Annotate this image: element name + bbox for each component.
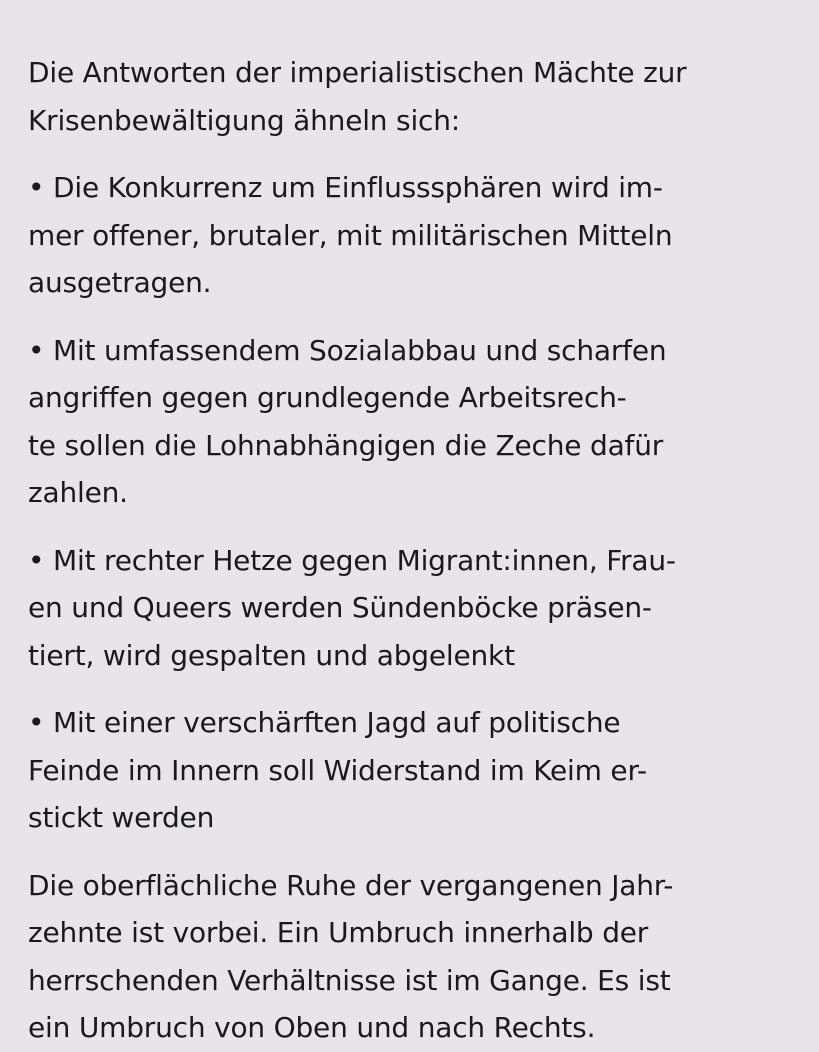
- bullet-jagd: [28, 699, 791, 842]
- text-line: en und Queers werden Sündenböcke präsen-: [28, 591, 652, 624]
- text-line: tiert, wird gespalten und abgelenkt: [28, 638, 515, 672]
- text-line: zahlen.: [28, 476, 128, 509]
- bullet-sozialabbau: [28, 327, 791, 517]
- bullet-konkurrenz: [28, 164, 791, 307]
- text-line: Die oberflächliche Ruhe der vergangenen Jahr-: [28, 868, 674, 902]
- intro-paragraph: [28, 49, 791, 144]
- text-line: • Mit rechter Hetze gegen Migrant:innen, Frau-: [28, 543, 676, 577]
- text-line: • Mit umfassendem Sozialabbau und scharfen: [28, 333, 667, 367]
- text-line: mer offener, brutaler, mit militärischen Mitteln: [28, 218, 673, 252]
- text-line: • Mit einer verschärften Jagd auf politische: [28, 706, 621, 739]
- text-line: herrschenden Verhältnisse ist im Gange. Es ist: [28, 963, 671, 997]
- conclusion-paragraph: [28, 862, 791, 1052]
- text-line: Krisenbewältigung ähneln sich:: [28, 103, 460, 137]
- text-line: ausgetragen.: [28, 266, 212, 299]
- text-line: • Die Konkurrenz um Einflusssphären wird im-: [28, 171, 663, 204]
- text-line: angriffen gegen grundlegende Arbeitsrech-: [28, 381, 627, 414]
- text-line: Die Antworten der imperialistischen Mächte zur: [28, 56, 687, 89]
- text-line: zehnte ist vorbei. Ein Umbruch innerhalb der: [28, 916, 649, 949]
- text-line: stickt werden: [28, 801, 215, 834]
- text-line: Feinde im Innern soll Widerstand im Keim er-: [28, 753, 647, 787]
- text-line: ein Umbruch von Oben und nach Rechts.: [28, 1011, 596, 1044]
- bullet-hetze: [28, 537, 791, 680]
- text-line: te sollen die Lohnabhängigen die Zeche dafür: [28, 428, 664, 462]
